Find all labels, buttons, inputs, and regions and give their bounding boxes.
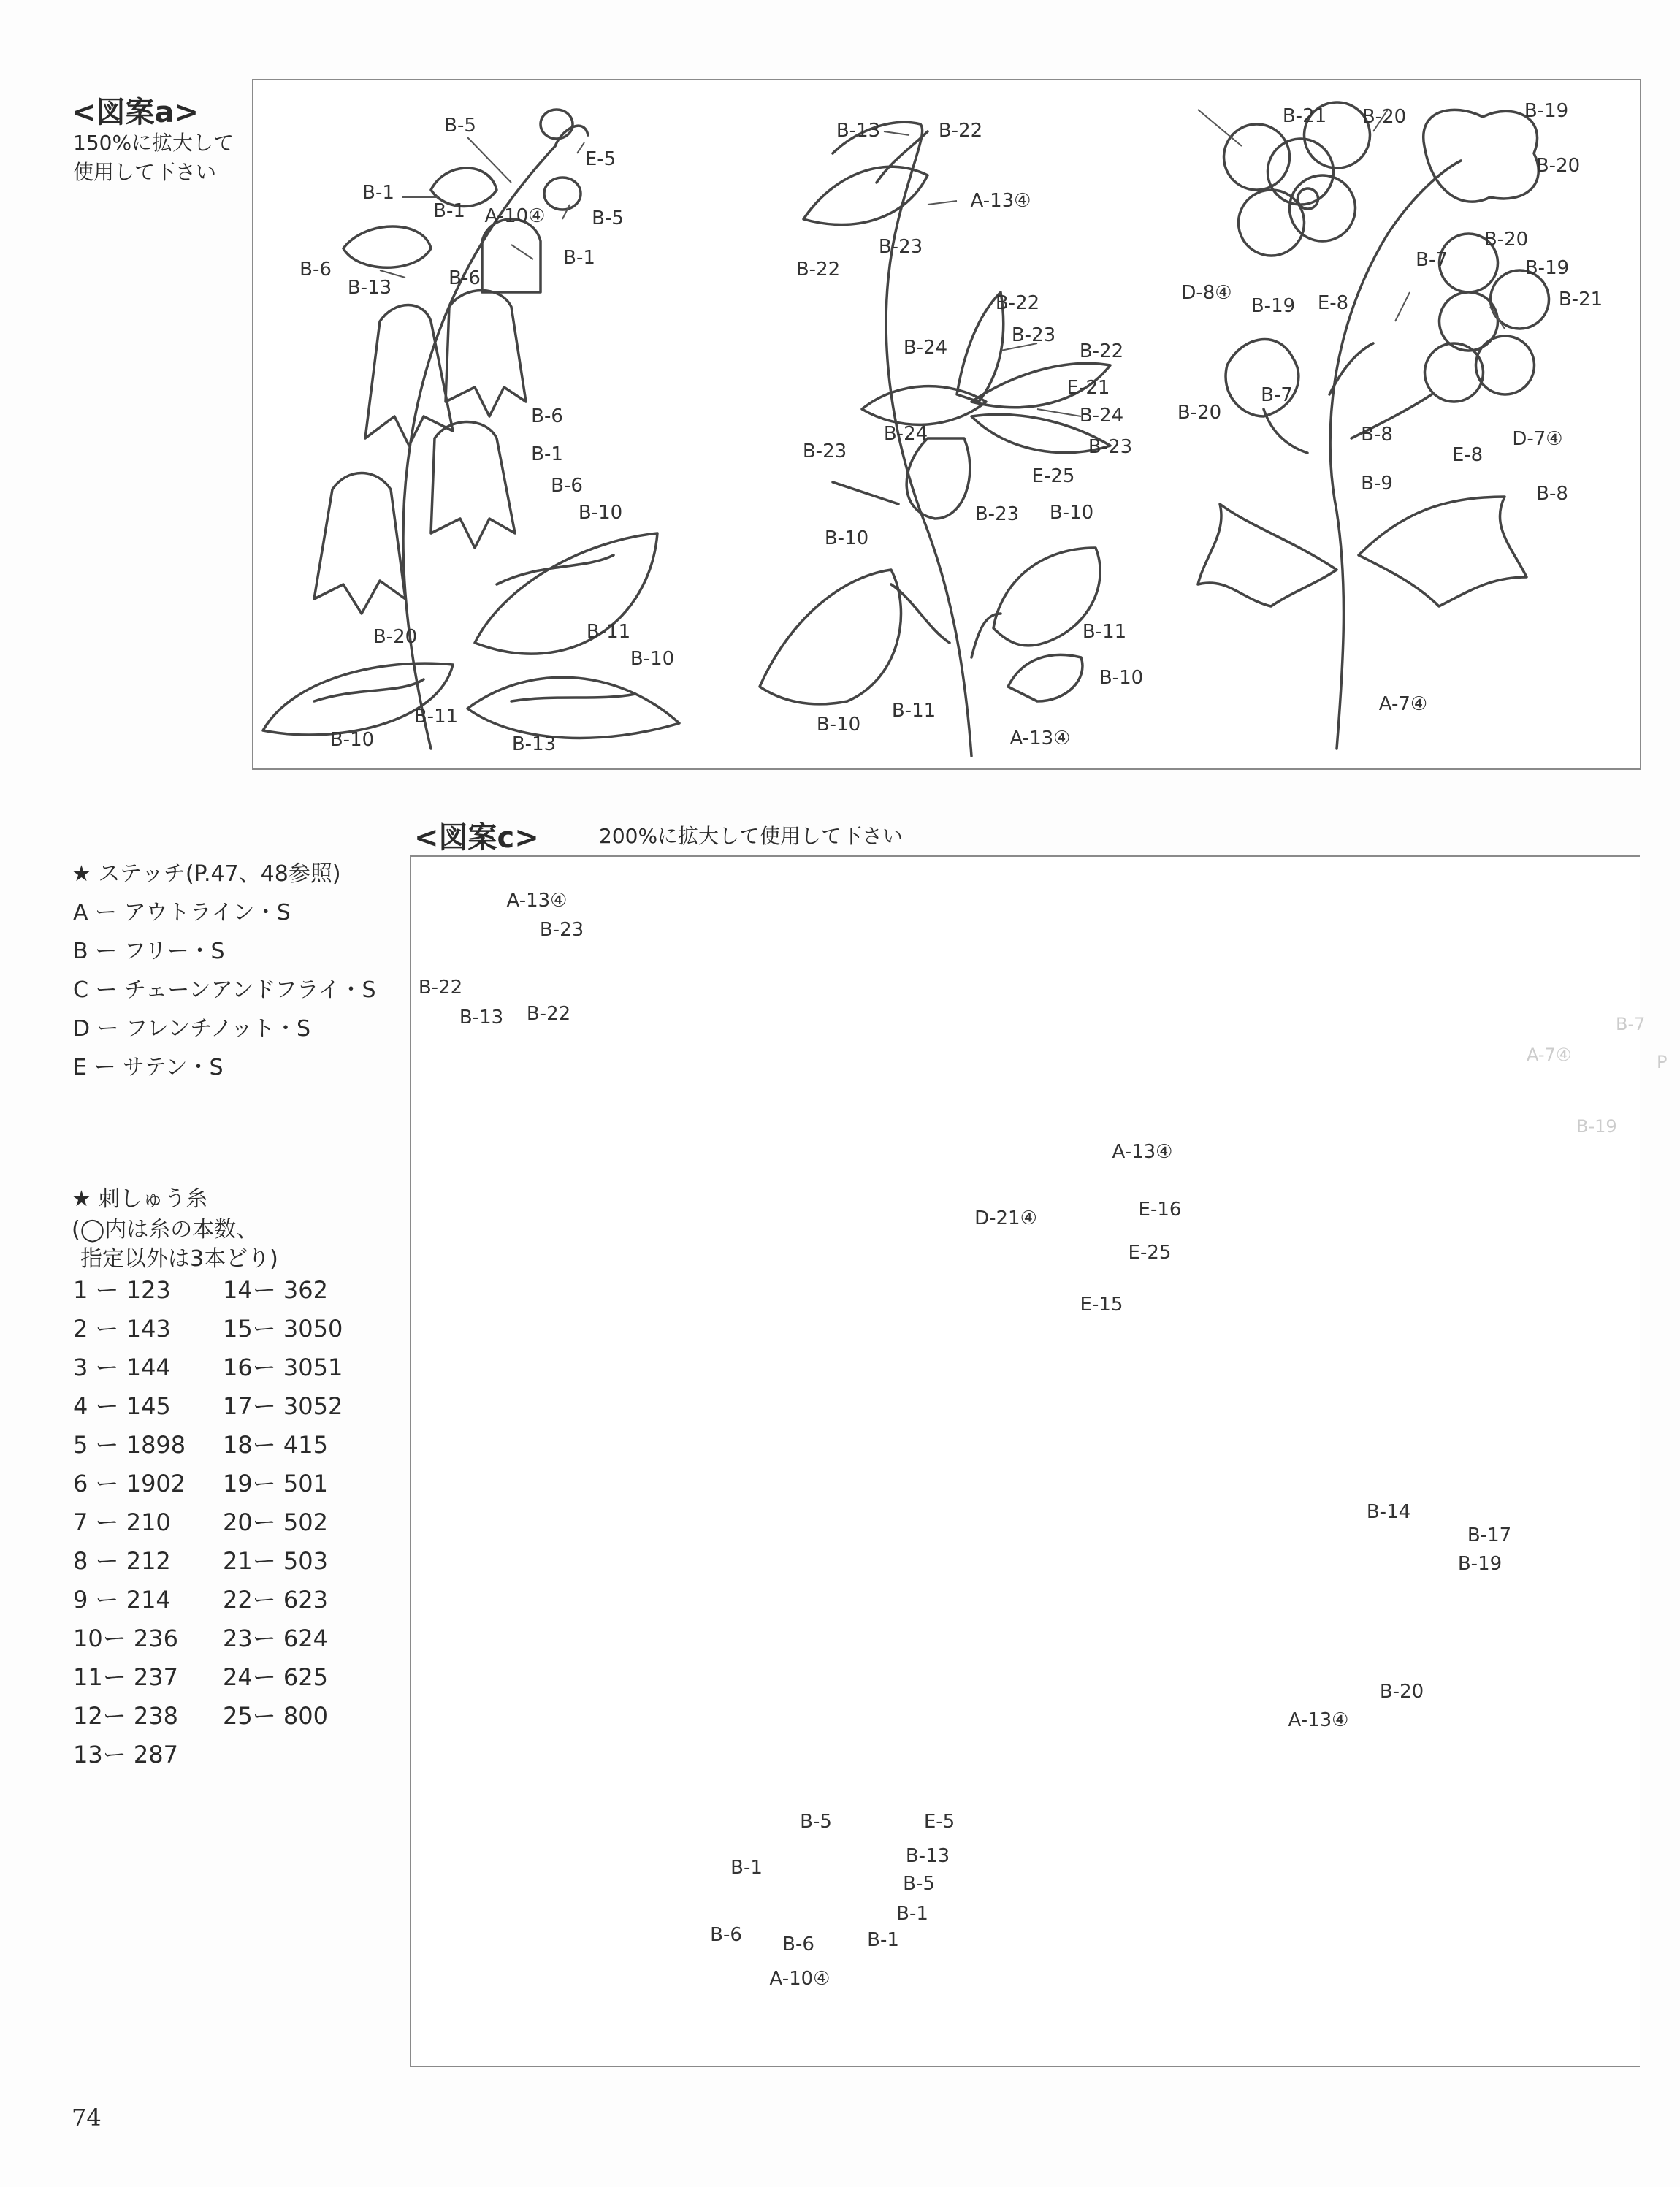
thread-entry: 1 ー 123 <box>73 1276 171 1304</box>
pattern-c-label: B-6 <box>710 1924 742 1946</box>
pattern-a-label: B-10 <box>578 502 623 524</box>
pattern-a-label: B-10 <box>1049 502 1094 524</box>
ghost-label: B-19 <box>1576 1116 1617 1137</box>
thread-entry: 14ー 362 <box>223 1276 328 1304</box>
pattern-a-label: B-10 <box>824 527 869 549</box>
stitch-item: A ー アウトライン・S <box>73 900 291 925</box>
pattern-a-label: B-7 <box>1261 384 1293 406</box>
pattern-a-label: B-8 <box>1361 424 1393 446</box>
thread-entry: 20ー 502 <box>223 1508 328 1536</box>
pattern-a-label: B-10 <box>329 729 375 751</box>
pattern-a-label: B-22 <box>938 120 983 142</box>
pattern-c-label: E-16 <box>1138 1199 1182 1221</box>
pattern-a-note-line2: 使用して下さい <box>73 160 217 184</box>
pattern-a-label: B-6 <box>299 259 332 280</box>
pattern-a-label: E-8 <box>1451 444 1484 466</box>
pattern-a-label: B-22 <box>795 259 841 280</box>
pansy-illustration <box>760 122 1110 756</box>
pattern-a-label: D-8④ <box>1181 282 1232 304</box>
pattern-c-label: B-13 <box>459 1007 504 1028</box>
pattern-c-label: B-19 <box>1457 1553 1503 1575</box>
thread-entry: 19ー 501 <box>223 1470 328 1497</box>
pattern-c-label: B-13 <box>905 1845 950 1867</box>
stitch-legend-title: ★ ステッチ(P.47、48参照) <box>72 861 341 887</box>
thread-entry: 7 ー 210 <box>73 1508 171 1536</box>
pattern-a-label: B-6 <box>551 475 583 497</box>
pattern-a-label: B-23 <box>878 236 923 258</box>
pattern-a-label: B-24 <box>883 423 928 445</box>
pattern-a-label: B-20 <box>1362 106 1407 128</box>
thread-entry: 24ー 625 <box>223 1663 328 1691</box>
pattern-c-label: A-10④ <box>769 1968 831 1990</box>
thread-entry: 22ー 623 <box>223 1586 328 1614</box>
pattern-a-label: A-13④ <box>970 190 1031 212</box>
pattern-c-label: D-21④ <box>974 1207 1037 1229</box>
pattern-a-label: D-7④ <box>1512 428 1563 450</box>
pattern-a-label: B-23 <box>802 440 847 462</box>
pattern-a-label: B-24 <box>903 337 948 359</box>
pattern-a-label: B-5 <box>444 115 476 137</box>
thread-entry: 11ー 237 <box>73 1663 178 1691</box>
pattern-c-label: B-14 <box>1366 1501 1411 1523</box>
pattern-a-label: B-21 <box>1558 289 1603 310</box>
thread-entry: 18ー 415 <box>223 1431 328 1459</box>
thread-entry: 23ー 624 <box>223 1625 328 1652</box>
pattern-c-label: E-15 <box>1080 1294 1123 1316</box>
pattern-a-label: B-19 <box>1524 100 1569 122</box>
thread-entry: 15ー 3050 <box>223 1315 343 1343</box>
pattern-a-label: B-1 <box>362 182 394 204</box>
pattern-a-label: B-8 <box>1536 483 1568 505</box>
pattern-c-label: B-1 <box>867 1929 899 1951</box>
pattern-a-label: B-11 <box>586 621 631 643</box>
pattern-a-label: B-1 <box>433 200 465 222</box>
pattern-a-label: B-20 <box>1535 155 1581 177</box>
thread-entry: 21ー 503 <box>223 1547 328 1575</box>
pattern-c-label: E-25 <box>1128 1242 1172 1264</box>
pattern-a-label: B-11 <box>413 706 459 728</box>
pattern-a-label: A-7④ <box>1378 693 1428 715</box>
pattern-a-label: B-10 <box>630 648 675 670</box>
pattern-c-label: B-23 <box>539 919 584 941</box>
thread-entry: 9 ー 214 <box>73 1586 171 1614</box>
pattern-a-label: B-20 <box>373 626 418 648</box>
pattern-c-label: A-13④ <box>506 890 568 912</box>
pattern-a-note-line1: 150%に拡大して <box>73 131 234 155</box>
pattern-a-label: B-20 <box>1484 229 1529 251</box>
pattern-c-note: 200%に拡大して使用して下さい <box>599 824 904 848</box>
pattern-c-label: B-1 <box>730 1857 763 1879</box>
thread-legend-note2: 指定以外は3本どり) <box>80 1246 278 1272</box>
thread-column-right <box>223 1271 343 1736</box>
stitch-item: E ー サテン・S <box>73 1055 224 1080</box>
pattern-a-label: B-7 <box>1416 249 1448 271</box>
pattern-a-label: B-13 <box>347 277 392 299</box>
pattern-c-label: B-1 <box>896 1903 928 1925</box>
thread-legend-note1: (◯内は糸の本数、 <box>72 1217 259 1243</box>
pattern-c-label: B-5 <box>903 1873 935 1895</box>
pattern-c-label: B-22 <box>526 1003 571 1025</box>
pattern-a-label: B-9 <box>1361 473 1393 495</box>
pattern-c-label: A-13④ <box>1112 1141 1173 1163</box>
pattern-c-label: B-5 <box>800 1811 832 1833</box>
pattern-a-label: E-8 <box>1317 292 1349 314</box>
pattern-a-label: B-20 <box>1177 402 1222 424</box>
page-number: 74 <box>72 2104 102 2131</box>
pattern-a-label: B-5 <box>592 207 624 229</box>
pattern-c-title: <図案c> <box>414 821 539 855</box>
pattern-a-label: B-13 <box>511 733 557 755</box>
pattern-c-label: B-6 <box>782 1934 814 1955</box>
pattern-a-label: B-22 <box>995 292 1040 314</box>
thread-entry: 4 ー 145 <box>73 1392 171 1420</box>
pattern-a-label: B-1 <box>531 443 563 465</box>
pattern-a-label: B-23 <box>974 503 1020 525</box>
pattern-c-frame <box>410 855 1640 2067</box>
pattern-a-label: B-19 <box>1251 295 1296 317</box>
pattern-c-label: B-17 <box>1467 1524 1512 1546</box>
pattern-a-label: B-22 <box>1079 340 1124 362</box>
thread-entry: 3 ー 144 <box>73 1354 171 1381</box>
thread-legend-title: ★ 刺しゅう糸 <box>72 1186 208 1212</box>
pattern-a-label: A-13④ <box>1009 728 1071 749</box>
thread-entry: 6 ー 1902 <box>73 1470 186 1497</box>
stitch-item: D ー フレンチノット・S <box>73 1016 311 1042</box>
thread-entry: 10ー 236 <box>73 1625 178 1652</box>
pattern-a-label: B-10 <box>816 714 861 736</box>
pattern-a-label: B-11 <box>891 700 936 722</box>
pattern-a-label: B-19 <box>1524 257 1570 279</box>
pattern-a-label: B-11 <box>1082 621 1127 643</box>
thread-entry: 13ー 287 <box>73 1741 178 1768</box>
ghost-label: P <box>1657 1052 1668 1072</box>
pattern-a-label: B-6 <box>531 405 563 427</box>
thread-entry: 5 ー 1898 <box>73 1431 186 1459</box>
thread-entry: 8 ー 212 <box>73 1547 171 1575</box>
pattern-c-label: E-5 <box>923 1811 955 1833</box>
bellflower-illustration <box>263 110 679 749</box>
thread-entry: 2 ー 143 <box>73 1315 171 1343</box>
pattern-a-label: B-24 <box>1079 405 1124 427</box>
stitch-item: C ー チェーンアンドフライ・S <box>73 977 376 1003</box>
pattern-c-label: B-22 <box>418 977 463 999</box>
pattern-a-label: B-6 <box>448 267 481 289</box>
pattern-a-label: B-10 <box>1099 667 1144 689</box>
thread-column-left <box>73 1271 186 1774</box>
pattern-a-label: E-21 <box>1066 377 1110 399</box>
pattern-a-label: B-21 <box>1282 105 1327 127</box>
thread-entry: 17ー 3052 <box>223 1392 343 1420</box>
stitch-item: B ー フリー・S <box>73 939 225 964</box>
pattern-a-label: A-10④ <box>484 205 546 227</box>
pattern-a-label: E-5 <box>584 148 616 170</box>
pattern-a-label: E-25 <box>1031 465 1075 487</box>
pattern-a-label: B-13 <box>836 120 881 142</box>
pattern-a-title: <図案a> <box>72 96 199 129</box>
pattern-c-label: B-20 <box>1379 1681 1424 1703</box>
thread-entry: 25ー 800 <box>223 1702 328 1730</box>
pattern-c-label: A-13④ <box>1288 1709 1349 1731</box>
ghost-label: B-7 <box>1616 1014 1646 1034</box>
pattern-a-label: B-1 <box>563 247 595 269</box>
ghost-label: A-7④ <box>1527 1045 1572 1065</box>
pattern-a-label: B-23 <box>1088 436 1133 458</box>
thread-entry: 16ー 3051 <box>223 1354 343 1381</box>
pattern-a-label: B-23 <box>1011 324 1056 346</box>
thread-entry: 12ー 238 <box>73 1702 178 1730</box>
